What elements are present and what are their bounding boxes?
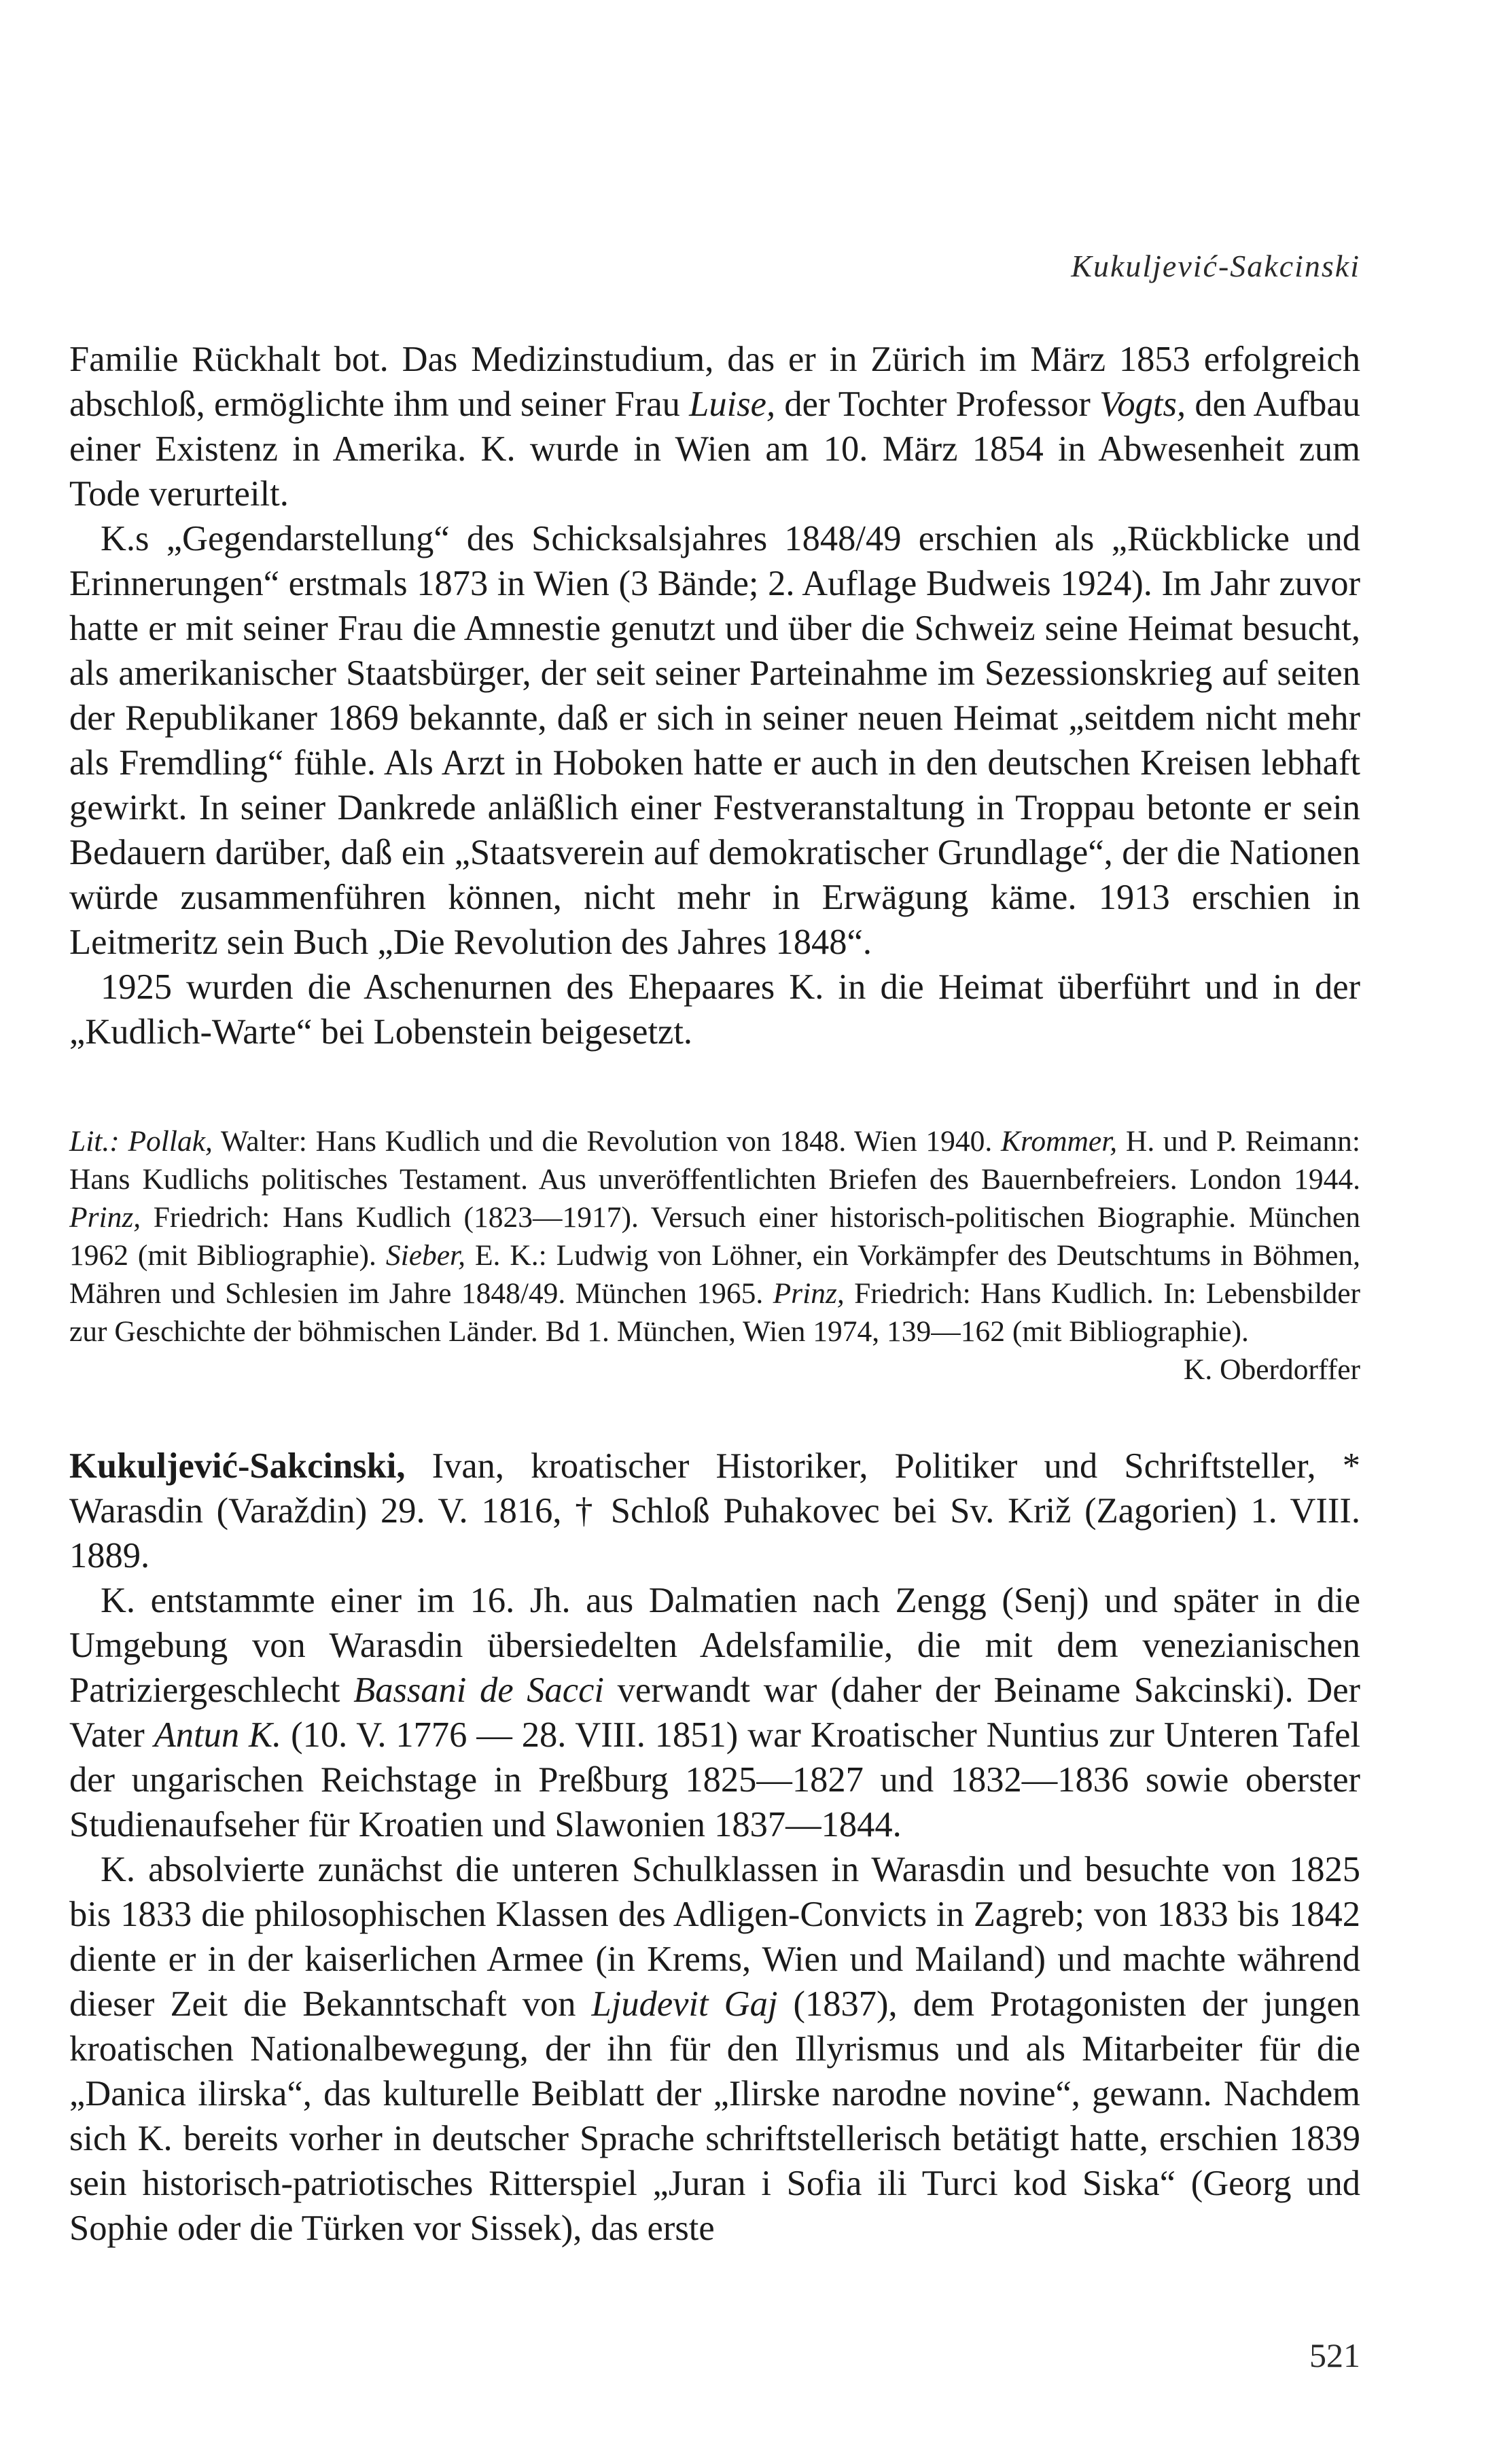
text-run: Familie Rückhalt bot. Das Medizinstudium, das er in Zürich im März 1853 erfolgreich abschloß, ermöglichte ihm und seiner Frau — [69, 340, 1360, 424]
text-run: Friedrich: Hans Kudlich (1823—1917). Versuch einer historisch-politischen Biographie. München 1962 (mit Bibliographie). — [69, 1201, 1360, 1272]
paragraph — [69, 337, 1360, 516]
paragraph — [69, 1578, 1360, 1847]
entry-heading-paragraph — [69, 1444, 1360, 1578]
page-number: 521 — [1309, 2336, 1360, 2374]
author-name: Pollak, — [128, 1125, 213, 1158]
italic-name: Bassani de Sacci — [353, 1671, 604, 1710]
running-head: Kukuljević-Sakcinski — [1071, 249, 1360, 283]
italic-name: Antun K. — [154, 1715, 282, 1755]
text-run: E. K.: Ludwig von Löhner, ein Vorkämpfer des Deutschtums in Böhmen, Mähren und Schlesien im Jahre 1848/49. München 1965. — [69, 1239, 1360, 1310]
literature-text — [69, 1122, 1361, 1386]
text-run: Friedrich: Hans Kudlich. In: Lebensbilder zur Geschichte der böhmischen Länder. Bd 1. München, Wien 1974, 139—162 (mit Bibliographie). — [69, 1277, 1360, 1348]
author-name: Sieber, — [385, 1239, 466, 1272]
italic-name: Luise, — [689, 385, 776, 424]
text-run: (1837), dem Protagonisten der jungen kroatischen Nationalbewegung, der ihn für den Illyrismus und als Mitarbeiter für die „Danica ilirska“, das kulturelle Beiblatt der „Ilirske narodne novine“, gewann. Nachdem sich K. bereits vorher in deutscher Sprache schriftstellerisch betätigt hatte, erschien 1839 sein historisch-patriotisches Ritterspiel „Juran i Sofia ili Turci kod Siska“ (Georg und Sophie oder die Türken vor Sissek), das erste — [69, 1984, 1360, 2248]
italic-name: Ljudevit Gaj — [591, 1984, 778, 2024]
author-signature: K. Oberdorffer — [1183, 1353, 1360, 1386]
entry-headword: Kukuljević-Sakcinski, — [69, 1446, 406, 1486]
author-name: Prinz, — [69, 1201, 141, 1234]
text-run: K. entstammte einer im 16. Jh. aus Dalmatien nach Zengg (Senj) und später in die Umgebung von Warasdin übersiedelten Adelsfamilie, die mit dem venezianischen Patriziergeschlecht — [69, 1581, 1360, 1710]
literature-block — [69, 1122, 1360, 1389]
paragraph — [69, 1847, 1360, 2251]
lit-label: Lit.: — [69, 1125, 120, 1158]
text-run: Ivan, kroatischer Historiker, Politiker und Schriftsteller, * Warasdin (Varaždin) 29. V. 1816, † Schloß Puhakovec bei Sv. Križ (Zagorien) 1. VIII. 1889. — [69, 1446, 1360, 1575]
text-run: K. absolvierte zunächst die unteren Schulklassen in Warasdin und besuchte von 1825 bis 1833 die philosophischen Klassen des Adligen-Convicts in Zagreb; von 1833 bis 1842 diente er in der kaiserlichen Armee (in Krems, Wien und Mailand) und machte während dieser Zeit die Bekanntschaft von — [69, 1850, 1360, 2024]
author-name: Prinz, — [773, 1277, 845, 1310]
text-run: H. und P. Reimann: Hans Kudlichs politisches Testament. Aus unveröffentlichten Briefen des Bauernbefreiers. London 1944. — [69, 1125, 1361, 1196]
text-run: den Aufbau einer Existenz in Amerika. K. wurde in Wien am 10. März 1854 in Abwesenheit zum Tode verurteilt. — [69, 385, 1360, 514]
paragraph: K.s „Gegendarstellung“ des Schicksalsjahres 1848/49 erschien als „Rückblicke und Erinnerungen“ erstmals 1873 in Wien (3 Bände; 2. Auflage Budweis 1924). Im Jahr zuvor hatte er mit seiner Frau die Amnestie genutzt und über die Schweiz seine Heimat besucht, als amerikanischer Staatsbürger, der seit seiner Parteinahme im Sezessionskrieg auf seiten der Republikaner 1869 bekannte, daß er sich in seiner neuen Heimat „seitdem nicht mehr als Fremdling“ fühle. Als Arzt in Hoboken hatte er auch in den deutschen Kreisen lebhaft gewirkt. In seiner Dankrede anläßlich einer Festveranstaltung in Troppau betonte er sein Bedauern darüber, daß ein „Staatsverein auf demokratischer Grundlage“, der die Nationen würde zusammenführen können, nicht mehr in Erwägung käme. 1913 erschien in Leitmeritz sein Buch „Die Revolution des Jahres 1848“. — [69, 519, 1360, 962]
italic-name: Vogts, — [1099, 385, 1186, 424]
article-entry — [69, 1444, 1360, 2251]
text-run: (10. V. 1776 — 28. VIII. 1851) war Kroatischer Nuntius zur Unteren Tafel der ungarischen Reichstage in Preßburg 1825—1827 und 1832—1836 sowie oberster Studienaufseher für Kroatien und Slawonien 1837—1844. — [69, 1715, 1360, 1844]
text-run: Walter: Hans Kudlich und die Revolution von 1848. Wien 1940. — [212, 1125, 1001, 1158]
text-run: verwandt war (daher der Beiname Sakcinski). Der Vater — [69, 1671, 1360, 1755]
author-name: Krommer, — [1000, 1125, 1118, 1158]
text-run: der Tochter Professor — [775, 385, 1100, 424]
article-continuation — [69, 337, 1360, 1054]
paragraph: 1925 wurden die Aschenurnen des Ehepaares K. in die Heimat überführt und in der „Kudlich-Warte“ bei Lobenstein beigesetzt. — [69, 967, 1360, 1052]
